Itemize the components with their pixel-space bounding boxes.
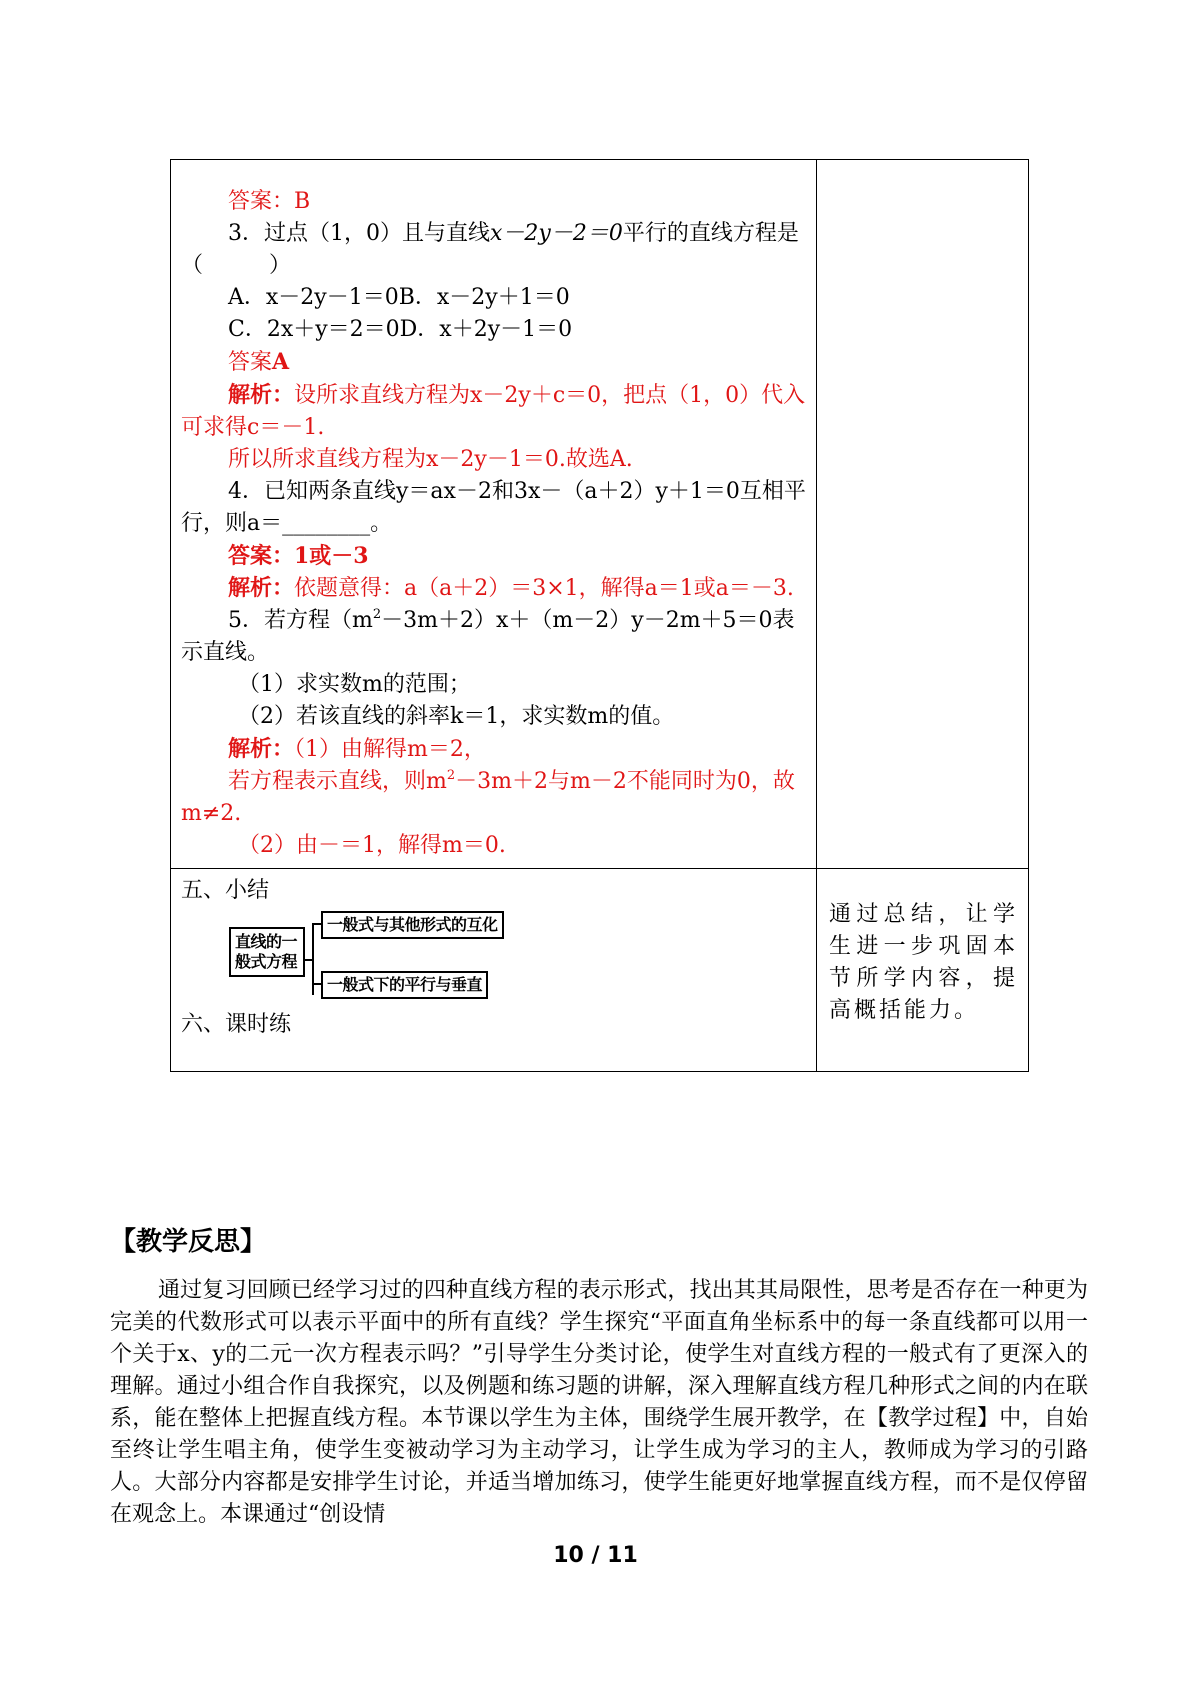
summary-note-cell — [817, 869, 1029, 1072]
q5-analysis-3: （2）由－＝1，解得m＝0. — [238, 833, 506, 858]
q3-analysis-conclusion: 所以所求直线方程为x－2y－1＝0.故选A. — [228, 447, 633, 472]
reflection-title: 【教学反思】 — [110, 1227, 267, 1257]
q5-stem-exponent: 2 — [372, 607, 382, 622]
exercise-row — [171, 160, 1029, 869]
q3-analysis-text: 设所求直线方程为x－2y＋c＝0，把点（1，0）代入可求得c＝－1. — [181, 383, 806, 440]
practice-heading: 六、课时练 — [181, 1012, 292, 1037]
q3-stem-text: 3．过点（1，0）且与直线 — [228, 221, 490, 246]
q2-answer: 答案：B — [228, 189, 311, 214]
q5-analysis-2-tail: －3m＋2与m－2不能同时为0，故m≠2. — [181, 769, 795, 826]
q4-analysis-text: 依题意得：a（a＋2）＝3×1，解得a＝1或a＝－3. — [294, 576, 794, 601]
q5-analysis-text: （1）由解得m＝2， — [294, 737, 486, 762]
q5-analysis-2-text: 若方程表示直线，则m — [228, 769, 447, 794]
q3-stem — [181, 218, 806, 282]
q3-answer — [181, 346, 806, 379]
summary-cell — [171, 869, 817, 1072]
q3-stem-expr: x－2y－2＝0 — [490, 221, 623, 246]
q5-analysis — [181, 733, 806, 766]
q5-analysis-label: 解析： — [228, 736, 295, 762]
q3-analysis-label: 解析： — [228, 382, 295, 408]
q3-analysis — [181, 379, 806, 444]
mindmap-root: 直线的一般式方程 — [229, 927, 305, 977]
summary-row — [171, 869, 1029, 1072]
q5-stem-tail: －3m＋2）x＋（m－2）y－2m＋5＝0表示直线。 — [181, 608, 795, 665]
q5-subquestion-1: （1）求实数m的范围； — [238, 672, 471, 697]
q5-analysis-2 — [181, 766, 806, 830]
q4-stem: 4．已知两条直线y＝ax－2和3x－（a＋2）y＋1＝0互相平行，则a＝________。 — [181, 479, 806, 536]
q4-analysis — [181, 572, 806, 605]
summary-mindmap — [229, 911, 806, 999]
lesson-table — [170, 159, 1029, 1072]
q5-analysis-2-exponent: 2 — [446, 768, 456, 783]
q3-answer-label: 答案 — [228, 350, 273, 375]
q5-stem — [181, 605, 806, 669]
q4-answer: 答案：1或－3 — [228, 543, 369, 569]
reflection-body: 通过复习回顾已经学习过的四种直线方程的表示形式，找出其其局限性，思考是否存在一种更为完美的代数形式可以表示平面中的所有直线？学生探究“平面直角坐标系中的每一条直线都可以用一个关于x、y的二元一次方程表示吗？”引导学生分类讨论，使学生对直线方程的一般式有了更深入的理解。通过小组合作自我探究，以及例题和练习题的讲解，深入理解直线方程几种形式之间的内在联系，能在整体上把握直线方程。本节课以学生为主体，围绕学生展开教学，在【教学过程】中，自始至终让学生唱主角，使学生变被动学习为主动学习，让学生成为学习的主人，教师成为学习的引路人。大部分内容都是安排学生讨论，并适当增加练习，使学生能更好地掌握直线方程，而不是仅停留在观念上。本课通过“创设情 — [110, 1278, 1088, 1527]
q3-options-ab: A．x－2y－1＝0B．x－2y＋1＝0 — [228, 285, 570, 310]
q5-stem-text: 5．若方程（m — [228, 608, 373, 633]
mindmap-branch-parallel-perpendicular: 一般式下的平行与垂直 — [321, 971, 488, 999]
q3-options-cd: C．2x＋y＝2＝0D．x＋2y－1＝0 — [228, 317, 573, 342]
exercise-note-cell — [817, 160, 1029, 869]
q5-subquestion-2: （2）若该直线的斜率k＝1，求实数m的值。 — [238, 704, 675, 729]
summary-note: 通过总结，让学生进一步巩固本节所学内容，提高概括能力。 — [829, 902, 1018, 1023]
summary-heading: 五、小结 — [181, 878, 270, 903]
exercise-cell — [171, 160, 817, 869]
page-number: 10 / 11 — [553, 1543, 638, 1568]
q4-analysis-label: 解析： — [228, 575, 295, 601]
mindmap-branch-conversion: 一般式与其他形式的互化 — [321, 911, 504, 939]
q3-answer-value: A — [272, 349, 290, 375]
q3-stem-tail: 平行的直线方程是（ ） — [181, 221, 799, 278]
